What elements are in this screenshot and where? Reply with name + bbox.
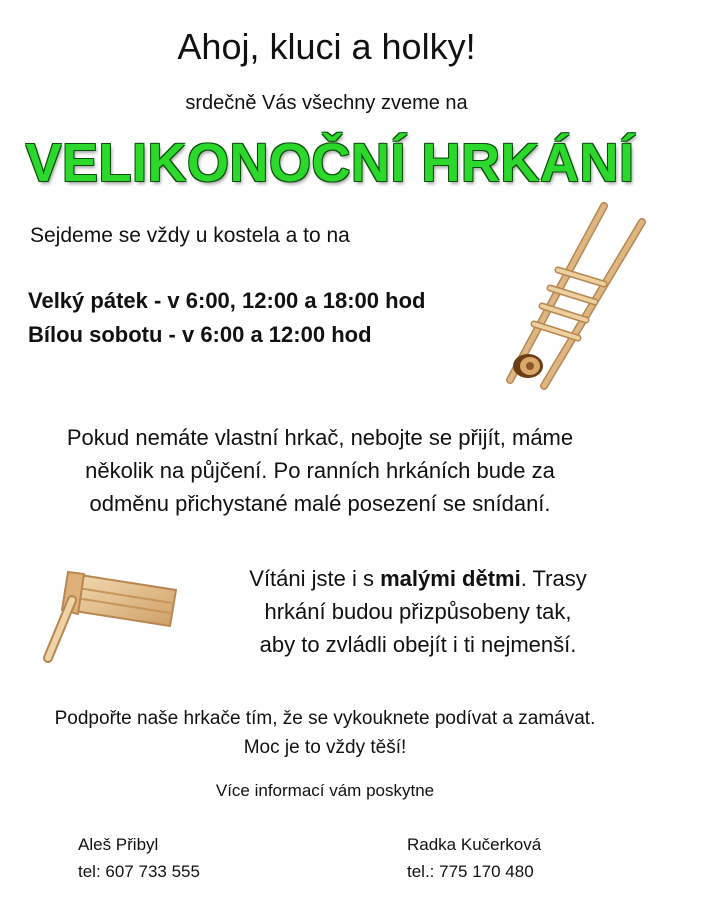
support-line-2: Moc je to vždy těší! <box>243 737 407 758</box>
contact-name: Radka Kučerková <box>407 835 542 854</box>
contact-phone: tel.: 775 170 480 <box>407 862 534 881</box>
support-line-1: Podpořte naše hrkače tím, že se vykouknete podívat a zamávat. <box>54 708 596 729</box>
meeting-intro: Sejdeme se vždy u kostela a to na <box>30 224 350 247</box>
borrow-paragraph <box>0 421 640 520</box>
kids-emphasis: malými dětmi <box>380 566 521 591</box>
kids-line-3: aby to zvládli obejít i ti nejmenší. <box>259 632 577 657</box>
kids-text: Vítáni jste i s <box>249 566 381 591</box>
wooden-cart-ratchet-icon <box>496 200 656 395</box>
greeting-heading: Ahoj, kluci a holky! <box>177 26 476 67</box>
contact-block <box>407 831 541 885</box>
event-title: VELIKONOČNÍ HRKÁNÍ <box>25 133 635 193</box>
contact-phone: tel: 607 733 555 <box>78 862 200 881</box>
schedule-saturday: Bílou sobotu - v 6:00 a 12:00 hod <box>28 322 372 347</box>
wooden-hand-ratchet-icon <box>38 560 188 665</box>
kids-line-1 <box>218 562 618 595</box>
support-paragraph <box>0 704 650 762</box>
kids-line-2: hrkání budou přizpůsobeny tak, <box>264 599 572 624</box>
borrow-line: odměnu přichystané malé posezení se snídaní. <box>89 491 551 516</box>
invite-text: srdečně Vás všechny zveme na <box>185 92 468 114</box>
schedule-friday: Velký pátek - v 6:00, 12:00 a 18:00 hod <box>28 288 426 313</box>
kids-text: . Trasy <box>520 566 587 591</box>
borrow-line: několik na půjčení. Po ranních hrkáních bude za <box>85 458 555 483</box>
contact-name: Aleš Přibyl <box>78 835 159 854</box>
contact-block <box>78 831 200 885</box>
kids-paragraph <box>218 562 618 661</box>
more-info-text: Více informací vám poskytne <box>215 781 435 800</box>
borrow-line: Pokud nemáte vlastní hrkač, nebojte se přijít, máme <box>66 425 574 450</box>
